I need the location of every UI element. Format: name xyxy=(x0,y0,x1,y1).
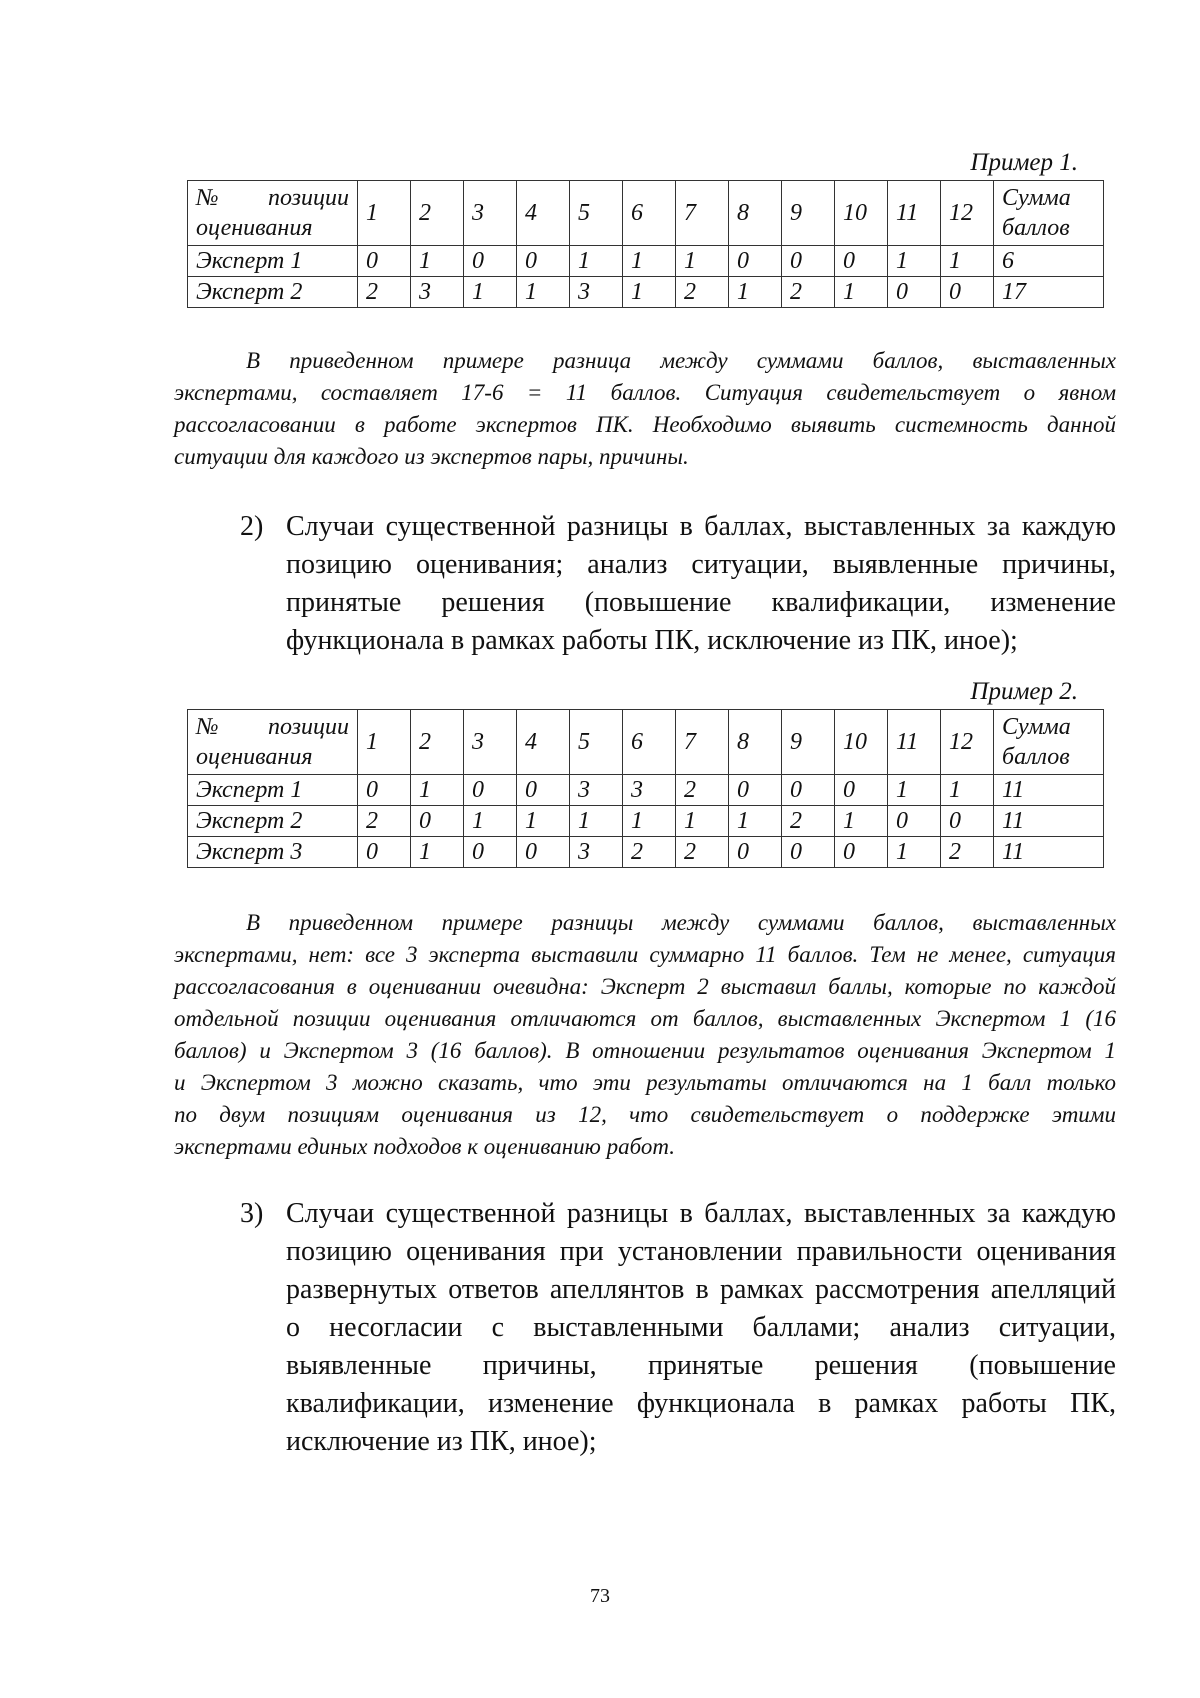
table-row xyxy=(188,775,1104,806)
score-cell: 3 xyxy=(570,775,623,806)
score-cell: 0 xyxy=(729,775,782,806)
position-header-cell xyxy=(188,181,358,246)
position-number-cell: 2 xyxy=(411,710,464,775)
expert-name-cell: Эксперт 1 xyxy=(188,246,358,277)
score-cell: 1 xyxy=(623,806,676,837)
list-item-line: позицию оценивания; анализ ситуации, выявленные причины, xyxy=(286,549,1116,580)
note-line: и Экспертом 3 можно сказать, что эти результаты отличаются на 1 балл только xyxy=(174,1070,1116,1095)
header-label-part: позиции xyxy=(267,714,349,740)
example-2-table xyxy=(187,709,1104,868)
score-cell: 1 xyxy=(411,246,464,277)
note-line: ситуации для каждого из экспертов пары, причины. xyxy=(174,444,689,469)
position-number-cell: 1 xyxy=(358,181,411,246)
position-number-cell: 8 xyxy=(729,710,782,775)
note-line: по двум позициям оценивания из 12, что свидетельствует о поддержке этими xyxy=(174,1102,1116,1127)
example-1-table xyxy=(187,180,1104,308)
score-cell: 1 xyxy=(729,806,782,837)
score-cell: 0 xyxy=(729,837,782,868)
example-2-note xyxy=(174,907,1116,1163)
position-number-cell: 10 xyxy=(835,181,888,246)
sum-cell: 11 xyxy=(994,806,1104,837)
note-line: В приведенном примере разницы между суммами баллов, выставленных xyxy=(246,910,1116,935)
expert-name-cell: Эксперт 3 xyxy=(188,837,358,868)
header-label-part: баллов xyxy=(1002,215,1070,241)
list-item-line: принятые решения (повышение квалификации, изменение xyxy=(286,587,1116,618)
score-cell: 0 xyxy=(835,246,888,277)
list-item-line: квалификации, изменение функционала в рамках работы ПК, xyxy=(286,1388,1116,1419)
score-cell: 1 xyxy=(676,806,729,837)
score-cell: 0 xyxy=(941,806,994,837)
position-number-cell: 9 xyxy=(782,181,835,246)
score-cell: 1 xyxy=(623,277,676,308)
example-2-caption: Пример 2. xyxy=(970,678,1078,705)
score-cell: 1 xyxy=(888,837,941,868)
score-cell: 2 xyxy=(358,277,411,308)
example-1-caption: Пример 1. xyxy=(970,149,1078,176)
score-cell: 0 xyxy=(517,775,570,806)
score-cell: 2 xyxy=(623,837,676,868)
header-label-part: позиции xyxy=(267,185,349,211)
position-number-cell: 5 xyxy=(570,181,623,246)
score-cell: 1 xyxy=(411,837,464,868)
score-cell: 1 xyxy=(941,775,994,806)
score-cell: 0 xyxy=(782,775,835,806)
position-number-cell: 7 xyxy=(676,710,729,775)
position-number-cell: 4 xyxy=(517,181,570,246)
note-line: баллов) и Экспертом 3 (16 баллов). В отношении результатов оценивания Экспертом 1 xyxy=(174,1038,1116,1063)
expert-name-cell: Эксперт 2 xyxy=(188,806,358,837)
sum-cell: 17 xyxy=(994,277,1104,308)
header-label-part: № xyxy=(196,714,219,740)
list-item-number: 2) xyxy=(240,511,264,542)
score-cell: 1 xyxy=(888,775,941,806)
position-number-cell: 11 xyxy=(888,710,941,775)
sum-cell: 6 xyxy=(994,246,1104,277)
score-cell: 0 xyxy=(835,837,888,868)
sum-cell: 11 xyxy=(994,775,1104,806)
score-cell: 0 xyxy=(782,246,835,277)
score-cell: 0 xyxy=(411,806,464,837)
score-cell: 0 xyxy=(358,775,411,806)
score-cell: 1 xyxy=(835,277,888,308)
score-cell: 3 xyxy=(411,277,464,308)
score-cell: 2 xyxy=(676,775,729,806)
header-label-part: Сумма xyxy=(1002,185,1071,211)
note-line: В приведенном примере разница между суммами баллов, выставленных xyxy=(246,348,1116,373)
note-line: рассогласования в оценивании очевидна: Эксперт 2 выставил баллы, которые по каждой xyxy=(174,974,1116,999)
position-number-cell: 3 xyxy=(464,181,517,246)
sum-header-cell xyxy=(994,710,1104,775)
position-number-cell: 10 xyxy=(835,710,888,775)
score-cell: 1 xyxy=(517,806,570,837)
header-label-part: баллов xyxy=(1002,744,1070,770)
table-row xyxy=(188,246,1104,277)
note-line: рассогласовании в работе экспертов ПК. Необходимо выявить системность данной xyxy=(174,412,1116,437)
score-cell: 2 xyxy=(676,277,729,308)
position-number-cell: 2 xyxy=(411,181,464,246)
list-item-line: исключение из ПК, иное); xyxy=(286,1426,597,1457)
sum-cell: 11 xyxy=(994,837,1104,868)
note-line: экспертами единых подходов к оцениванию работ. xyxy=(174,1134,676,1159)
score-cell: 0 xyxy=(888,277,941,308)
header-label-part: оценивания xyxy=(196,215,313,241)
header-label-part: № xyxy=(196,185,219,211)
score-cell: 2 xyxy=(782,806,835,837)
score-cell: 0 xyxy=(464,246,517,277)
position-header-cell xyxy=(188,710,358,775)
position-number-cell: 3 xyxy=(464,710,517,775)
position-number-cell: 1 xyxy=(358,710,411,775)
list-item-3 xyxy=(240,1195,1116,1461)
position-number-cell: 9 xyxy=(782,710,835,775)
position-number-cell: 7 xyxy=(676,181,729,246)
score-cell: 1 xyxy=(888,246,941,277)
score-cell: 2 xyxy=(782,277,835,308)
page-number: 73 xyxy=(590,1585,610,1607)
position-number-cell: 8 xyxy=(729,181,782,246)
list-item-line: Случаи существенной разницы в баллах, выставленных за каждую xyxy=(286,511,1116,542)
sum-header-cell xyxy=(994,181,1104,246)
score-cell: 2 xyxy=(358,806,411,837)
expert-name-cell: Эксперт 2 xyxy=(188,277,358,308)
note-line: экспертами, составляет 17-6 = 11 баллов. Ситуация свидетельствует о явном xyxy=(174,380,1116,405)
score-cell: 1 xyxy=(570,246,623,277)
position-number-cell: 6 xyxy=(623,181,676,246)
score-cell: 1 xyxy=(517,277,570,308)
example-1-note xyxy=(174,345,1116,473)
table-header-row xyxy=(188,710,1104,775)
table-header-row xyxy=(188,181,1104,246)
score-cell: 2 xyxy=(941,837,994,868)
table-row xyxy=(188,277,1104,308)
score-cell: 2 xyxy=(676,837,729,868)
score-cell: 0 xyxy=(358,246,411,277)
score-cell: 0 xyxy=(358,837,411,868)
list-item-number: 3) xyxy=(240,1198,264,1229)
header-label-part: Сумма xyxy=(1002,714,1071,740)
position-number-cell: 12 xyxy=(941,710,994,775)
list-item-line: развернутых ответов апеллянтов в рамках рассмотрения апелляций xyxy=(286,1274,1116,1305)
score-cell: 1 xyxy=(835,806,888,837)
expert-name-cell: Эксперт 1 xyxy=(188,775,358,806)
score-cell: 0 xyxy=(729,246,782,277)
position-number-cell: 12 xyxy=(941,181,994,246)
position-number-cell: 5 xyxy=(570,710,623,775)
table-row xyxy=(188,806,1104,837)
score-cell: 0 xyxy=(941,277,994,308)
score-cell: 1 xyxy=(464,277,517,308)
list-item-line: Случаи существенной разницы в баллах, выставленных за каждую xyxy=(286,1198,1116,1229)
score-cell: 3 xyxy=(623,775,676,806)
header-label-part: оценивания xyxy=(196,744,313,770)
score-cell: 0 xyxy=(517,837,570,868)
position-number-cell: 4 xyxy=(517,710,570,775)
list-item-line: о несогласии с выставленными баллами; анализ ситуации, xyxy=(286,1312,1116,1343)
score-cell: 1 xyxy=(729,277,782,308)
note-line: экспертами, нет: все 3 эксперта выставили суммарно 11 баллов. Тем не менее, ситуация xyxy=(174,942,1116,967)
score-cell: 1 xyxy=(623,246,676,277)
score-cell: 1 xyxy=(464,806,517,837)
table-row xyxy=(188,837,1104,868)
note-line: отдельной позиции оценивания отличаются от баллов, выставленных Экспертом 1 (16 xyxy=(174,1006,1116,1031)
score-cell: 1 xyxy=(411,775,464,806)
score-cell: 3 xyxy=(570,837,623,868)
score-cell: 0 xyxy=(464,837,517,868)
score-cell: 3 xyxy=(570,277,623,308)
score-cell: 1 xyxy=(570,806,623,837)
position-number-cell: 11 xyxy=(888,181,941,246)
score-cell: 0 xyxy=(888,806,941,837)
list-item-line: позицию оценивания при установлении правильности оценивания xyxy=(286,1236,1116,1267)
score-cell: 1 xyxy=(941,246,994,277)
list-item-line: выявленные причины, принятые решения (повышение xyxy=(286,1350,1116,1381)
score-cell: 0 xyxy=(517,246,570,277)
score-cell: 0 xyxy=(782,837,835,868)
score-cell: 0 xyxy=(464,775,517,806)
list-item-line: функционала в рамках работы ПК, исключение из ПК, иное); xyxy=(286,625,1018,656)
list-item-2 xyxy=(240,508,1116,660)
score-cell: 1 xyxy=(676,246,729,277)
score-cell: 0 xyxy=(835,775,888,806)
position-number-cell: 6 xyxy=(623,710,676,775)
